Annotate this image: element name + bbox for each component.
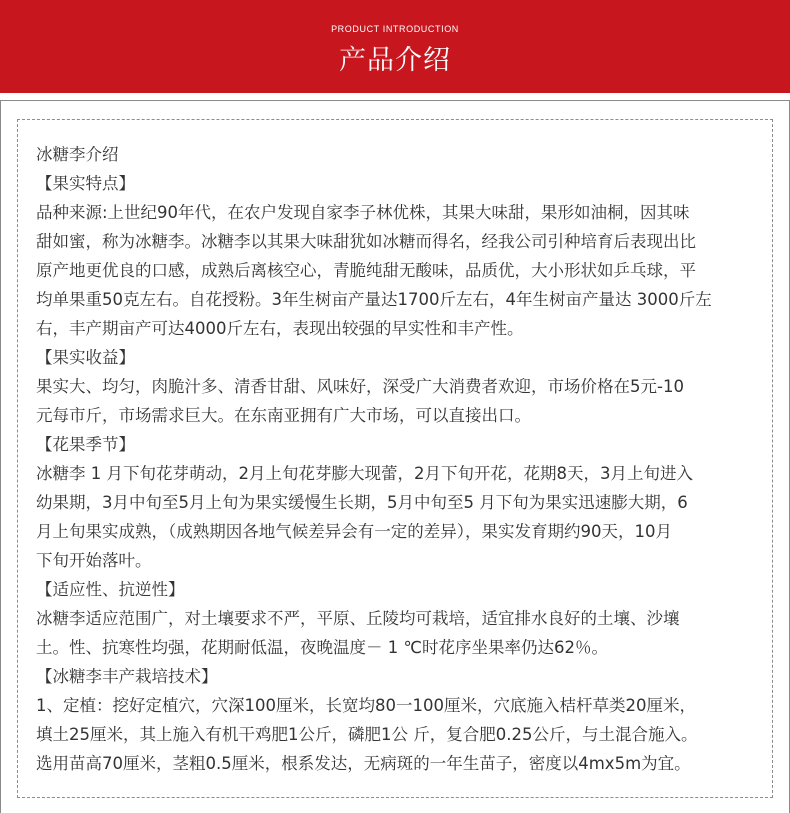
paragraph-line: 右，丰产期亩产可达4000斤左右，表现出较强的早实性和丰产性。 [36,319,524,338]
paragraph-line: 原产地更优良的口感，成熟后离核空心，青脆纯甜无酸味，品质优，大小形状如乒乓球，平 [36,261,696,280]
paragraph-line: 果实大、均匀，肉脆汁多、清香甘甜、风味好，深受广大消费者欢迎，市场价格在5元-10 [36,377,684,396]
paragraph-line: 甜如蜜，称为冰糖李。冰糖李以其果大味甜犹如冰糖而得名，经我公司引种培育后表现出比 [36,232,696,251]
paragraph-line: 1、定植：挖好定植穴，穴深100厘米，长宽均80一100厘米，穴底施入桔杆草类20厘米， [36,696,696,715]
paragraph-line: 选用苗高70厘米，茎粗0.5厘米，根系发达，无病斑的一年生苗子，密度以4mx5m为宜。 [36,754,691,773]
section-heading-adaptability: 【适应性、抗逆性】 [36,580,185,599]
page-header-banner [0,0,790,93]
section-heading-cultivation: 【冰糖李丰产栽培技术】 [36,667,218,686]
section-heading-fruit-revenue: 【果实收益】 [36,348,135,367]
article-body [36,140,758,778]
paragraph-line: 冰糖李适应范围广，对土壤要求不严，平原、丘陵均可栽培，适宜排水良好的土壤、沙壤 [36,609,680,628]
paragraph-line: 冰糖李 1 月下旬花芽萌动，2月上旬花芽膨大现蕾，2月下旬开花，花期8天，3月上旬进入 [36,464,693,483]
header-subtitle: PRODUCT INTRODUCTION [331,24,459,34]
header-title: 产品介绍 [339,45,451,76]
section-heading-fruit-features: 【果实特点】 [36,174,135,193]
paragraph-line: 土。性、抗寒性均强，花期耐低温，夜晚温度－ 1 ℃时花序坐果率仍达62％。 [36,638,609,657]
paragraph-line: 幼果期，3月中旬至5月上旬为果实缓慢生长期，5月中旬至5 月下旬为果实迅速膨大期，6 [36,493,688,512]
paragraph-line: 元每市斤，市场需求巨大。在东南亚拥有广大市场，可以直接出口。 [36,406,531,425]
paragraph-line: 下旬开始落叶。 [36,551,152,570]
paragraph-line: 品种来源:上世纪90年代，在农户发现自家李子林优株，其果大味甜，果形如油桐，因其味 [36,203,690,222]
paragraph-line: 月上旬果实成熟，（成熟期因各地气候差异会有一定的差异），果实发育期约90天，10月 [36,522,672,541]
paragraph-line: 均单果重50克左右。自花授粉。3年生树亩产量达1700斤左右，4年生树亩产量达 3000斤左 [36,290,712,309]
paragraph-line: 填土25厘米，其上施入有机干鸡肥1公斤，磷肥1公 斤，复合肥0.25公斤，与土混合施入。 [36,725,698,744]
section-heading-flowering-season: 【花果季节】 [36,435,135,454]
article-title: 冰糖李介绍 [36,145,119,164]
